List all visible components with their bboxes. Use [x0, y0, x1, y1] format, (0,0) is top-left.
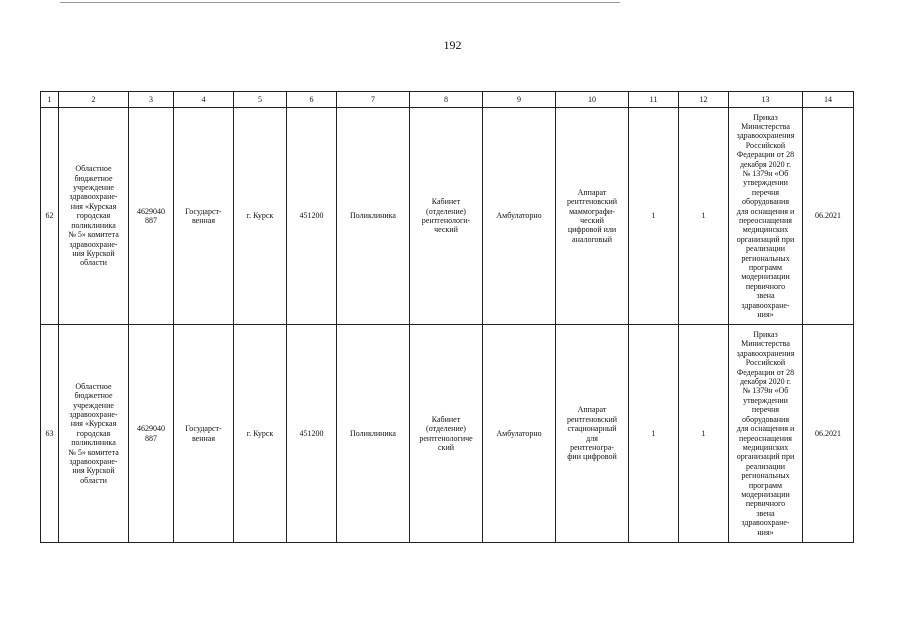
ogrn-cell: 4629040 887	[129, 325, 174, 543]
care-form-cell: Амбулаторно	[483, 108, 556, 325]
equipment-cell: Аппарат рентгеновский маммографи- ческий цифровой или аналоговый	[556, 108, 629, 325]
organization-name-cell: Областное бюджетное учреждение здравоохране- ния «Курская городская поликлиника № 5» комитета здравоохране- ния Курской области	[59, 325, 129, 543]
department-cell: Кабинет (отделение) рентгенологи- ческий	[410, 108, 483, 325]
header-cell: 7	[337, 92, 410, 108]
header-cell: 10	[556, 92, 629, 108]
city-cell: г. Курск	[234, 108, 287, 325]
row-number-cell: 62	[41, 108, 59, 325]
header-cell: 8	[410, 92, 483, 108]
equipment-table	[40, 91, 854, 543]
table-header-row	[41, 92, 854, 108]
quantity-cell: 1	[679, 325, 729, 543]
header-cell: 5	[234, 92, 287, 108]
city-cell: г. Курск	[234, 325, 287, 543]
header-cell: 13	[729, 92, 803, 108]
header-cell: 3	[129, 92, 174, 108]
facility-type-cell: Поликлиника	[337, 325, 410, 543]
top-scan-rule	[60, 2, 620, 3]
quantity-cell: 1	[629, 108, 679, 325]
header-cell: 12	[679, 92, 729, 108]
quantity-cell: 1	[629, 325, 679, 543]
row-number-cell: 63	[41, 325, 59, 543]
header-cell: 1	[41, 92, 59, 108]
department-cell: Кабинет (отделение) рентгенологиче ский	[410, 325, 483, 543]
date-cell: 06.2021	[803, 108, 854, 325]
table-row	[41, 325, 854, 543]
order-reference-cell: Приказ Министерства здравоохранения Российской Федерации от 28 декабря 2020 г. № 1379н «Об утверждении перечня оборудования для оснащения и переоснащения медицинских организаций при реализации региональных программ модернизации первичного звена здравоохране- ния»	[729, 108, 803, 325]
header-cell: 11	[629, 92, 679, 108]
header-cell: 2	[59, 92, 129, 108]
header-cell: 14	[803, 92, 854, 108]
header-cell: 4	[174, 92, 234, 108]
care-form-cell: Амбулаторно	[483, 325, 556, 543]
date-cell: 06.2021	[803, 325, 854, 543]
ownership-cell: Государст- венная	[174, 325, 234, 543]
code-cell: 451200	[287, 108, 337, 325]
table-row	[41, 108, 854, 325]
code-cell: 451200	[287, 325, 337, 543]
ownership-cell: Государст- венная	[174, 108, 234, 325]
facility-type-cell: Поликлиника	[337, 108, 410, 325]
page-number: 192	[443, 38, 462, 52]
equipment-cell: Аппарат рентгеновский стационарный для рентгеногра- фии цифровой	[556, 325, 629, 543]
header-cell: 9	[483, 92, 556, 108]
organization-name-cell: Областное бюджетное учреждение здравоохране- ния «Курская городская поликлиника № 5» комитета здравоохране- ния Курской области	[59, 108, 129, 325]
header-cell: 6	[287, 92, 337, 108]
quantity-cell: 1	[679, 108, 729, 325]
ogrn-cell: 4629040 887	[129, 108, 174, 325]
order-reference-cell: Приказ Министерства здравоохранения Российской Федерации от 28 декабря 2020 г. № 1379н «Об утверждении перечня оборудования для оснащения и переоснащения медицинских организаций при реализации региональных программ модернизации первичного звена здравоохране- ния»	[729, 325, 803, 543]
